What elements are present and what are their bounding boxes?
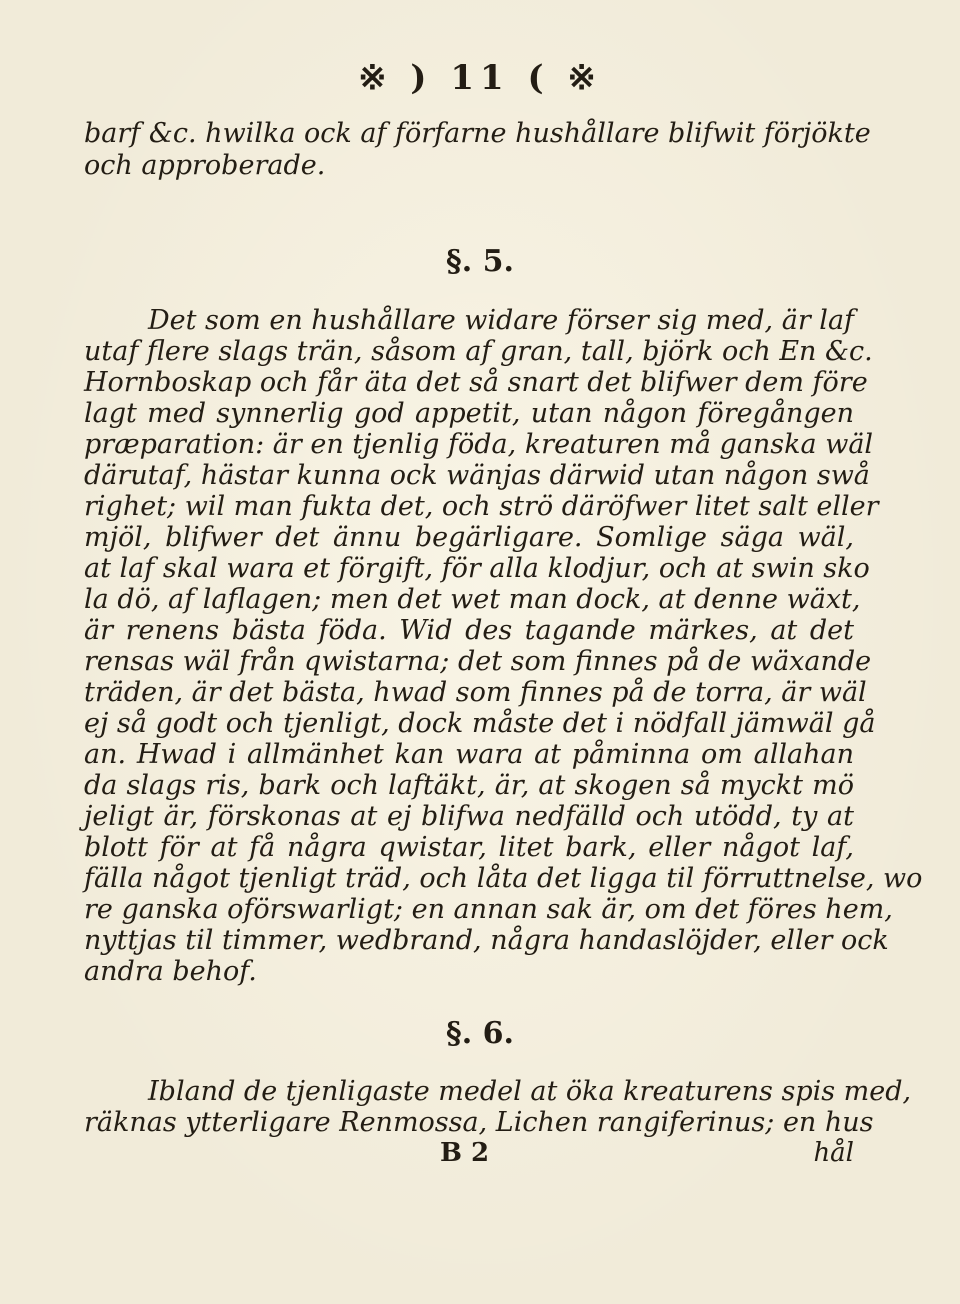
text-line: mjöl, blifwer det ännu begärligare. Somlige säga wäl,: [84, 522, 854, 553]
page-header: ※ ) 11 ( ※: [358, 58, 602, 98]
text-line: righet; wil man fukta det, och strö däröfwer litet salt eller: [84, 491, 879, 522]
signature-mark: B 2: [440, 1138, 490, 1168]
text-line: re ganska oförswarligt; en annan sak är, om det föres hem,: [84, 894, 893, 925]
section-heading: §. 5.: [446, 244, 514, 279]
text-line: nyttjas til timmer, wedbrand, några handaslöjder, eller ock: [84, 925, 889, 956]
text-line: la dö, af laflagen; men det wet man dock, at denne wäxt,: [84, 584, 861, 615]
text-line: rensas wäl från qwistarna; det som finnes på de wäxande: [84, 646, 872, 677]
text-line: lagt med synnerlig god appetit, utan någon föregången: [84, 398, 854, 429]
text-line: andra behof.: [84, 956, 257, 987]
text-line: da slags ris, bark och laftäkt, är, at skogen så myckt mö: [84, 770, 854, 801]
text-line: at laf skal wara et förgift, för alla klodjur, och at swin sko: [84, 553, 870, 584]
text-line: jeligt är, förskonas at ej blifwa nedfälld och utödd, ty at: [84, 801, 854, 832]
text-line: utaf flere slags trän, såsom af gran, tall, björk och En &c.: [84, 336, 873, 367]
text-line: därutaf, hästar kunna ock wänjas därwid utan någon swå: [84, 460, 870, 491]
text-line: Hornboskap och får äta det så snart det blifwer dem före: [84, 367, 868, 398]
section-heading: §. 6.: [446, 1016, 514, 1051]
catchword: hål: [813, 1138, 854, 1168]
text-line: och approberade.: [84, 150, 326, 181]
text-line: an. Hwad i allmänhet kan wara at påminna om allahan: [84, 739, 854, 770]
text-line: är renens bästa föda. Wid des tagande märkes, at det: [84, 615, 854, 646]
text-line: barf &c. hwilka ock af förfarne hushållare blifwit förjökte: [84, 118, 871, 149]
text-line: träden, är det bästa, hwad som finnes på de torra, är wäl: [84, 677, 867, 708]
text-line: räknas ytterligare Renmossa, Lichen rangiferinus; en hus: [84, 1107, 874, 1138]
text-line: Det som en hushållare widare förser sig med, är laf: [148, 305, 855, 336]
text-line: blott för at få några qwistar, litet bark, eller något laf,: [84, 832, 854, 863]
text-line: præparation: är en tjenlig föda, kreaturen må ganska wäl: [84, 429, 874, 460]
text-line: Ibland de tjenligaste medel at öka kreaturens spis med,: [148, 1076, 912, 1107]
text-line: ej så godt och tjenligt, dock måste det i nödfall jämwäl gå: [84, 708, 876, 739]
text-line: fälla något tjenligt träd, och låta det ligga til förruttnelse, wo: [84, 863, 923, 894]
